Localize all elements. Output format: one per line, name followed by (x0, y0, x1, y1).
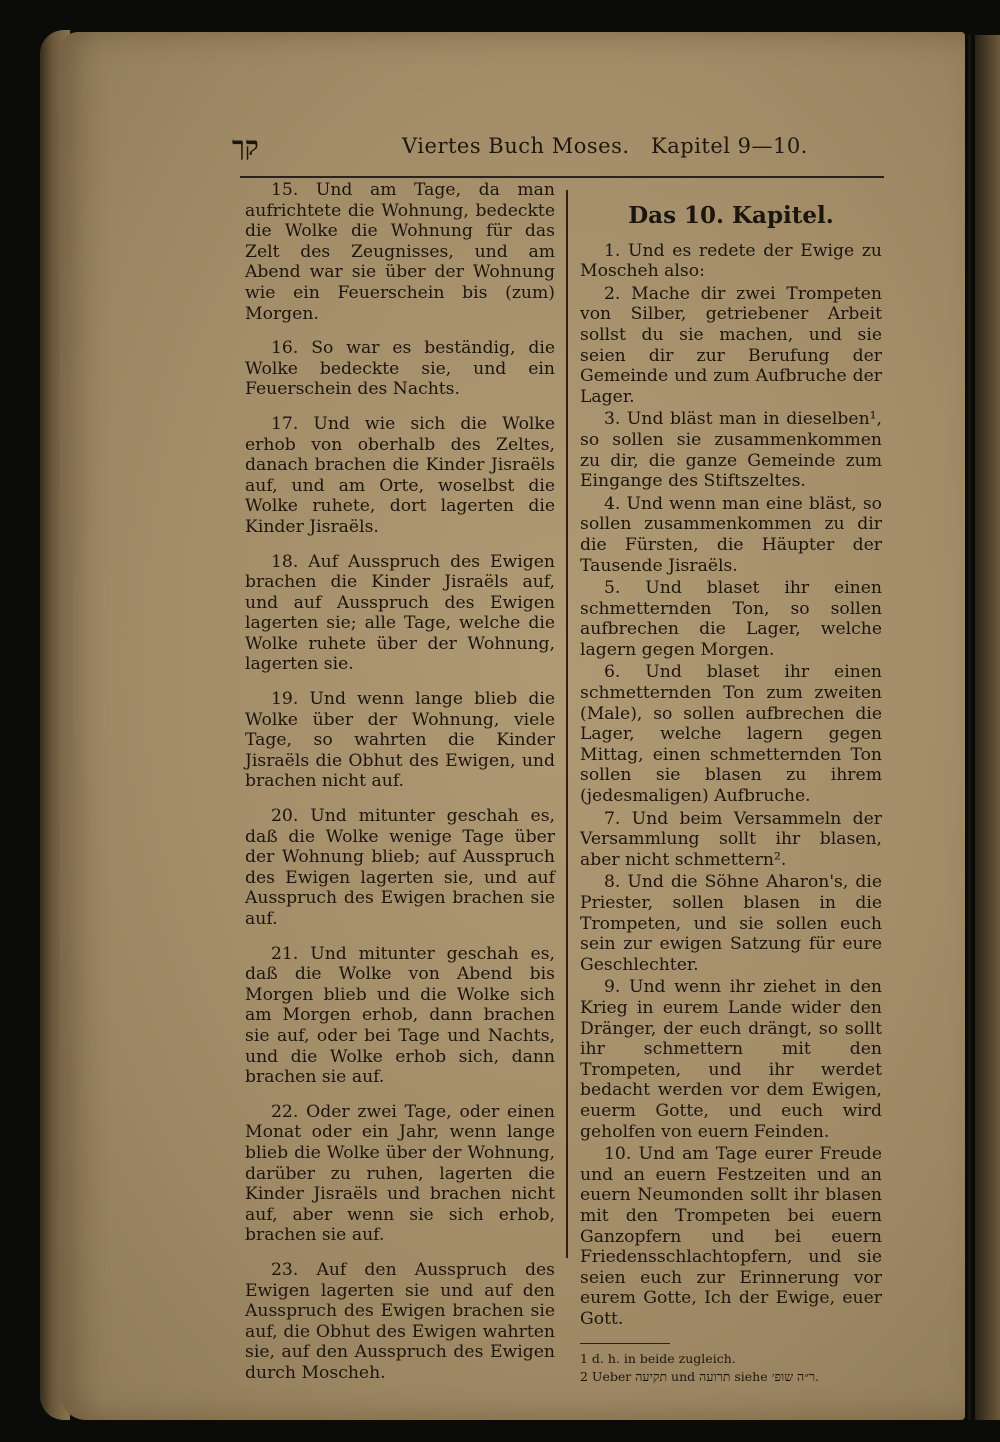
footnotes (580, 1350, 882, 1386)
footnote: 2 Ueber תקיעה und תרועה siehe ר״ה שופ׳. (580, 1369, 820, 1385)
verse-paragraph: 22. Oder zwei Tage, oder einen Monat oder ein Jahr, wenn lange blieb die Wolke über der Wohnung, darüber zu ruhen, lagerten die Kinder Jisraëls und brachen nicht auf, aber wenn sie sich erhob, brachen sie auf. (245, 1101, 555, 1246)
verse-paragraph: 8. Und die Söhne Aharon's, die Priester, sollen blasen in die Trompeten, und sie sollen euch sein zur ewigen Satzung für eure Geschlechter. (580, 872, 882, 975)
facing-page-edge (975, 35, 1000, 1420)
gutter-line (968, 35, 971, 1420)
verse-paragraph: 7. Und beim Versammeln der Versammlung sollt ihr blasen, aber nicht schmettern². (580, 808, 882, 870)
verse-paragraph: 3. Und bläst man in dieselben¹, so sollen sie zusammenkommen zu dir, die ganze Gemeinde zum Eingange des Stiftszeltes. (580, 409, 882, 492)
verse-paragraph: 1. Und es redete der Ewige zu Moscheh also: (580, 240, 882, 282)
footnote-rule (580, 1343, 670, 1344)
verse-paragraph: 5. Und blaset ihr einen schmetternden Ton, so sollen aufbrechen die Lager, welche lagern gegen Morgen. (580, 578, 882, 660)
chapter-title: Das 10. Kapitel. (628, 202, 834, 229)
verse-paragraph: 23. Auf den Ausspruch des Ewigen lagerten sie und auf den Ausspruch des Ewigen brachen sie auf, die Obhut des Ewigen wahrten sie, auf den Ausspruch des Ewigen durch Moscheh. (245, 1259, 555, 1383)
column-divider (566, 190, 568, 1258)
verse-paragraph: 6. Und blaset ihr einen schmetternden Ton zum zweiten (Male), so sollen aufbrechen die Lager, welche lagern gegen Mittag, einen schmetternden Ton sollen sie blasen zu ihrem (jedesmaligen) Aufbruche. (580, 662, 882, 807)
verse-paragraph: 18. Auf Ausspruch des Ewigen brachen die Kinder Jisraëls auf, und auf Ausspruch des Ewigen lagerten sie; alle Tage, welche die Wolke ruhete über der Wohnung, lagerten sie. (245, 551, 555, 675)
verse-paragraph: 15. Und am Tage, da man aufrichtete die Wohnung, bedeckte die Wolke die Wohnung für das Zelt des Zeugnisses, und am Abend war sie über der Wohnung wie ein Feuerschein bis (zum) Morgen. (245, 180, 555, 324)
right-column (580, 202, 882, 1386)
running-title: Viertes Buch Moses. Kapitel 9—10. (402, 134, 808, 158)
verse-paragraph: 9. Und wenn ihr ziehet in den Krieg in eurem Lande wider den Dränger, der euch drängt, so sollt ihr schmettern mit den Trompeten, und ihr werdet bedacht werden vor dem Ewigen, euerm Gotte, und euch wird geholfen von euern Feinden. (580, 977, 882, 1142)
verse-paragraph: 20. Und mitunter geschah es, daß die Wolke wenige Tage über der Wohnung blieb; auf Ausspruch des Ewigen lagerten sie, und auf Ausspruch des Ewigen brachen sie auf. (245, 806, 555, 929)
left-column (245, 180, 555, 1397)
verse-paragraph: 19. Und wenn lange blieb die Wolke über der Wohnung, viele Tage, so wahrten die Kinder Jisraëls die Obhut des Ewigen, und brachen nicht auf. (245, 689, 555, 792)
header-rule (240, 176, 884, 178)
verse-paragraph: 21. Und mitunter geschah es, daß die Wolke von Abend bis Morgen blieb und die Wolke sich am Morgen erhob, dann brachen sie auf, oder bei Tage und Nachts, und die Wolke erhob sich, dann brachen sie auf. (245, 943, 555, 1088)
page-header (232, 132, 884, 172)
footnote: 1 d. h. in beide zugleich. (580, 1351, 736, 1367)
verse-paragraph: 16. So war es beständig, die Wolke bedeckte sie, und ein Feuerschein des Nachts. (245, 338, 555, 400)
verse-paragraph: 10. Und am Tage eurer Freude und an euern Festzeiten und an euern Neumonden sollt ihr blasen mit den Trompeten bei euern Ganzopfern und bei euern Friedensschlachtopfern, und sie seien euch zur Erinnerung vor eurem Gotte, Ich der Ewige, euer Gott. (580, 1144, 882, 1329)
page-number: קך (232, 132, 259, 162)
verse-paragraph: 17. Und wie sich die Wolke erhob von oberhalb des Zeltes, danach brachen die Kinder Jisraëls auf, und am Orte, woselbst die Wolke ruhete, dort lagerten die Kinder Jisraëls. (245, 413, 555, 537)
verse-paragraph: 2. Mache dir zwei Trompeten von Silber, getriebener Arbeit sollst du sie machen, und sie seien dir zur Berufung der Gemeinde und zum Aufbruche der Lager. (580, 283, 882, 407)
verse-paragraph: 4. Und wenn man eine bläst, so sollen zusammenkommen zu dir die Fürsten, die Häupter der Tausende Jisraëls. (580, 493, 882, 576)
